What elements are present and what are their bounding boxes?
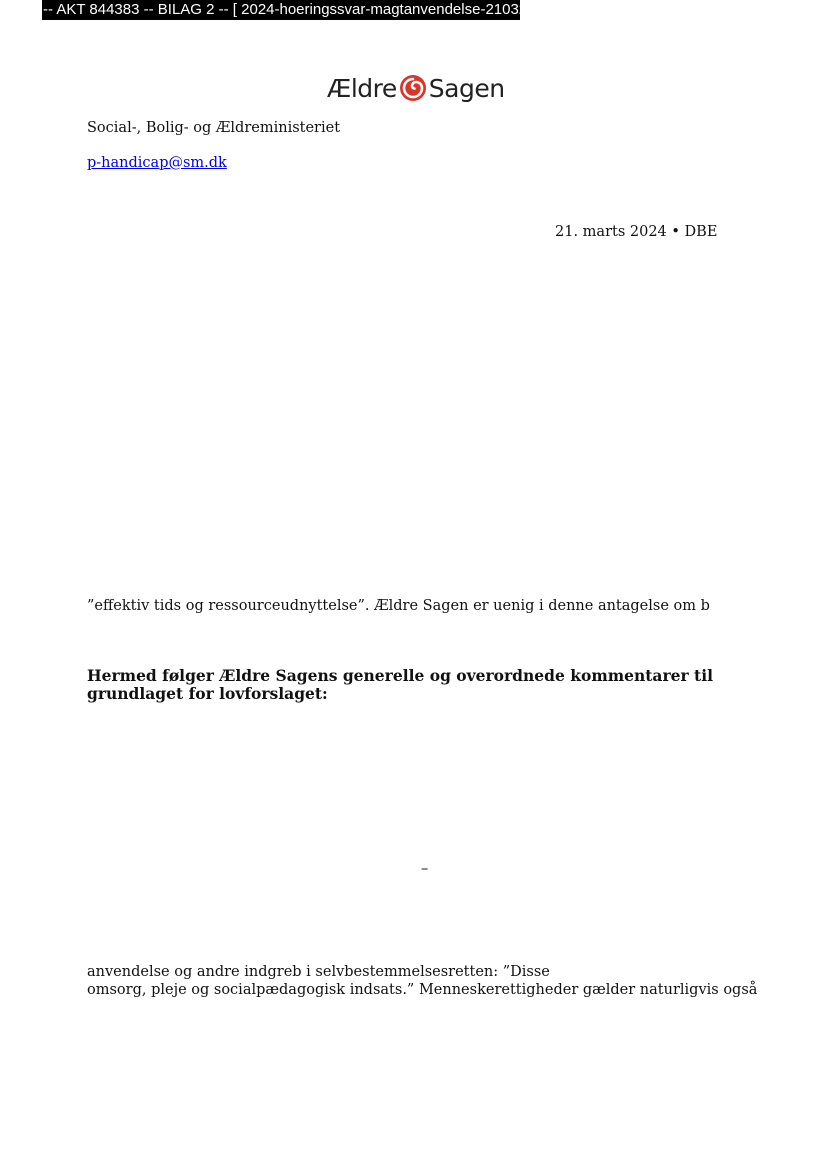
logo-text-left: Ældre — [327, 73, 397, 103]
section-heading-cont: grundlaget for lovforslaget: — [87, 684, 328, 703]
date-line: 21. marts 2024 • DBE — [555, 224, 718, 240]
body-text-line: anvendelse og andre indgreb i selvbestemmelsesretten: ”Disse — [87, 964, 550, 980]
swirl-logo-icon — [399, 74, 427, 102]
dash: – — [421, 861, 429, 877]
body-text-line: ”effektiv tids og ressourceudnyttelse”. Ældre Sagen er uenig i denne antagelse om b — [87, 598, 710, 614]
document-stamp-banner: -- AKT 844383 -- BILAG 2 -- [ 2024-hoeringssvar-magtanvendelse-210324 ] -- — [43, 1, 558, 18]
body-text-line: omsorg, pleje og socialpædagogisk indsats.” Menneskerettigheder gælder naturligvis også — [87, 982, 758, 998]
logo-text-right: Sagen — [428, 73, 505, 103]
recipient: Social-, Bolig- og Ældreministeriet — [87, 120, 341, 136]
section-heading: Hermed følger Ældre Sagens generelle og overordnede kommentarer til — [87, 666, 713, 685]
email-link[interactable]: p-handicap@sm.dk — [87, 155, 227, 171]
aeldre-sagen-logo — [327, 70, 505, 106]
